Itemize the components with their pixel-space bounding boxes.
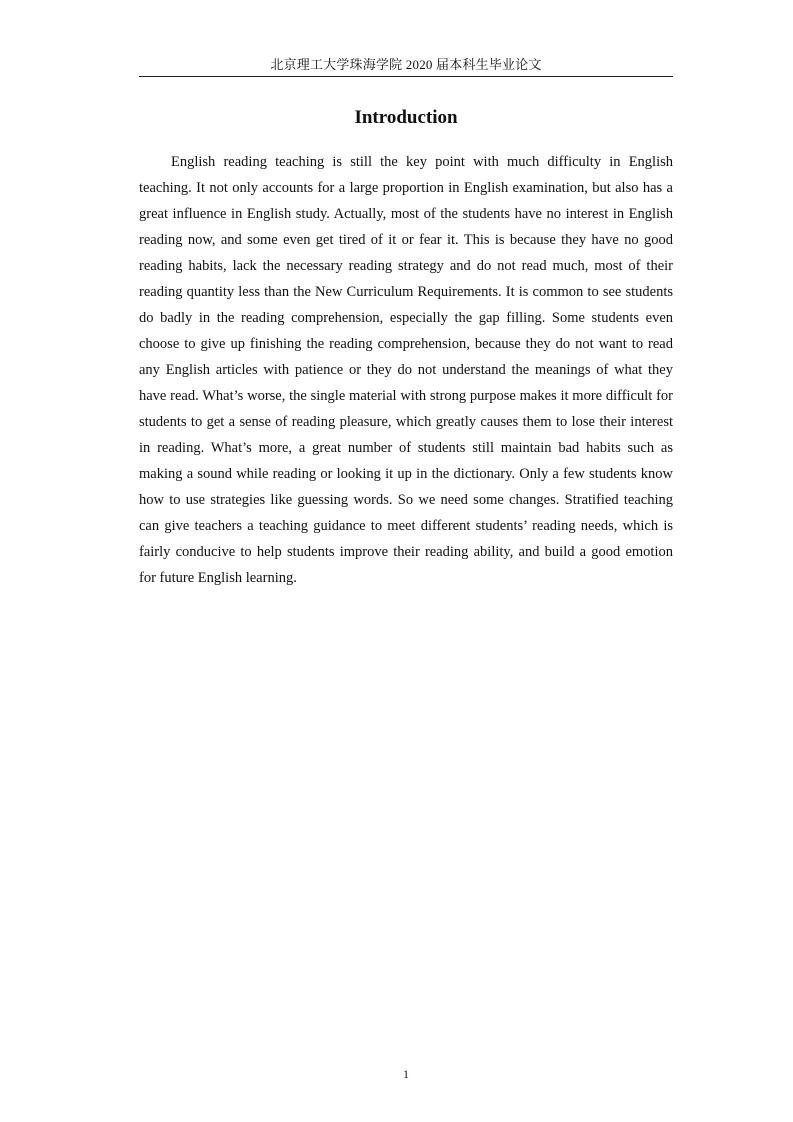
- running-header: 北京理工大学珠海学院 2020 届本科生毕业论文: [270, 57, 542, 72]
- section-title: Introduction: [354, 107, 458, 128]
- page-number: 1: [403, 1067, 409, 1081]
- body-paragraph: English reading teaching is still the key point with much difficulty in English teaching. It not only accounts for a large proportion in English examination, but also has a great influence in English study. Actually, most of the students have no interest in English reading now, and some even get tired of it or fear it. This is because they have no good reading habits, lack the necessary reading strategy and do not read much, most of their reading quantity less than the New Curriculum Requirements. It is common to see students do badly in the reading comprehension, especially the gap filling. Some students even choose to give up finishing the reading comprehension, because they do not want to read any English articles with patience or they do not understand the meanings of what they have read. What’s worse, the single material with strong purpose makes it more difficult for students to get a sense of reading pleasure, which greatly causes them to lose their interest in reading. What’s more, a great number of students still maintain bad habits such as making a sound while reading or looking it up in the dictionary. Only a few students know how to use strategies like guessing words. So we need some changes. Stratified teaching can give teachers a teaching guidance to meet different students’ reading needs, which is fairly conducive to help students improve their reading ability, and build a good emotion for future English learning.: [139, 154, 673, 586]
- header-divider: [139, 76, 673, 77]
